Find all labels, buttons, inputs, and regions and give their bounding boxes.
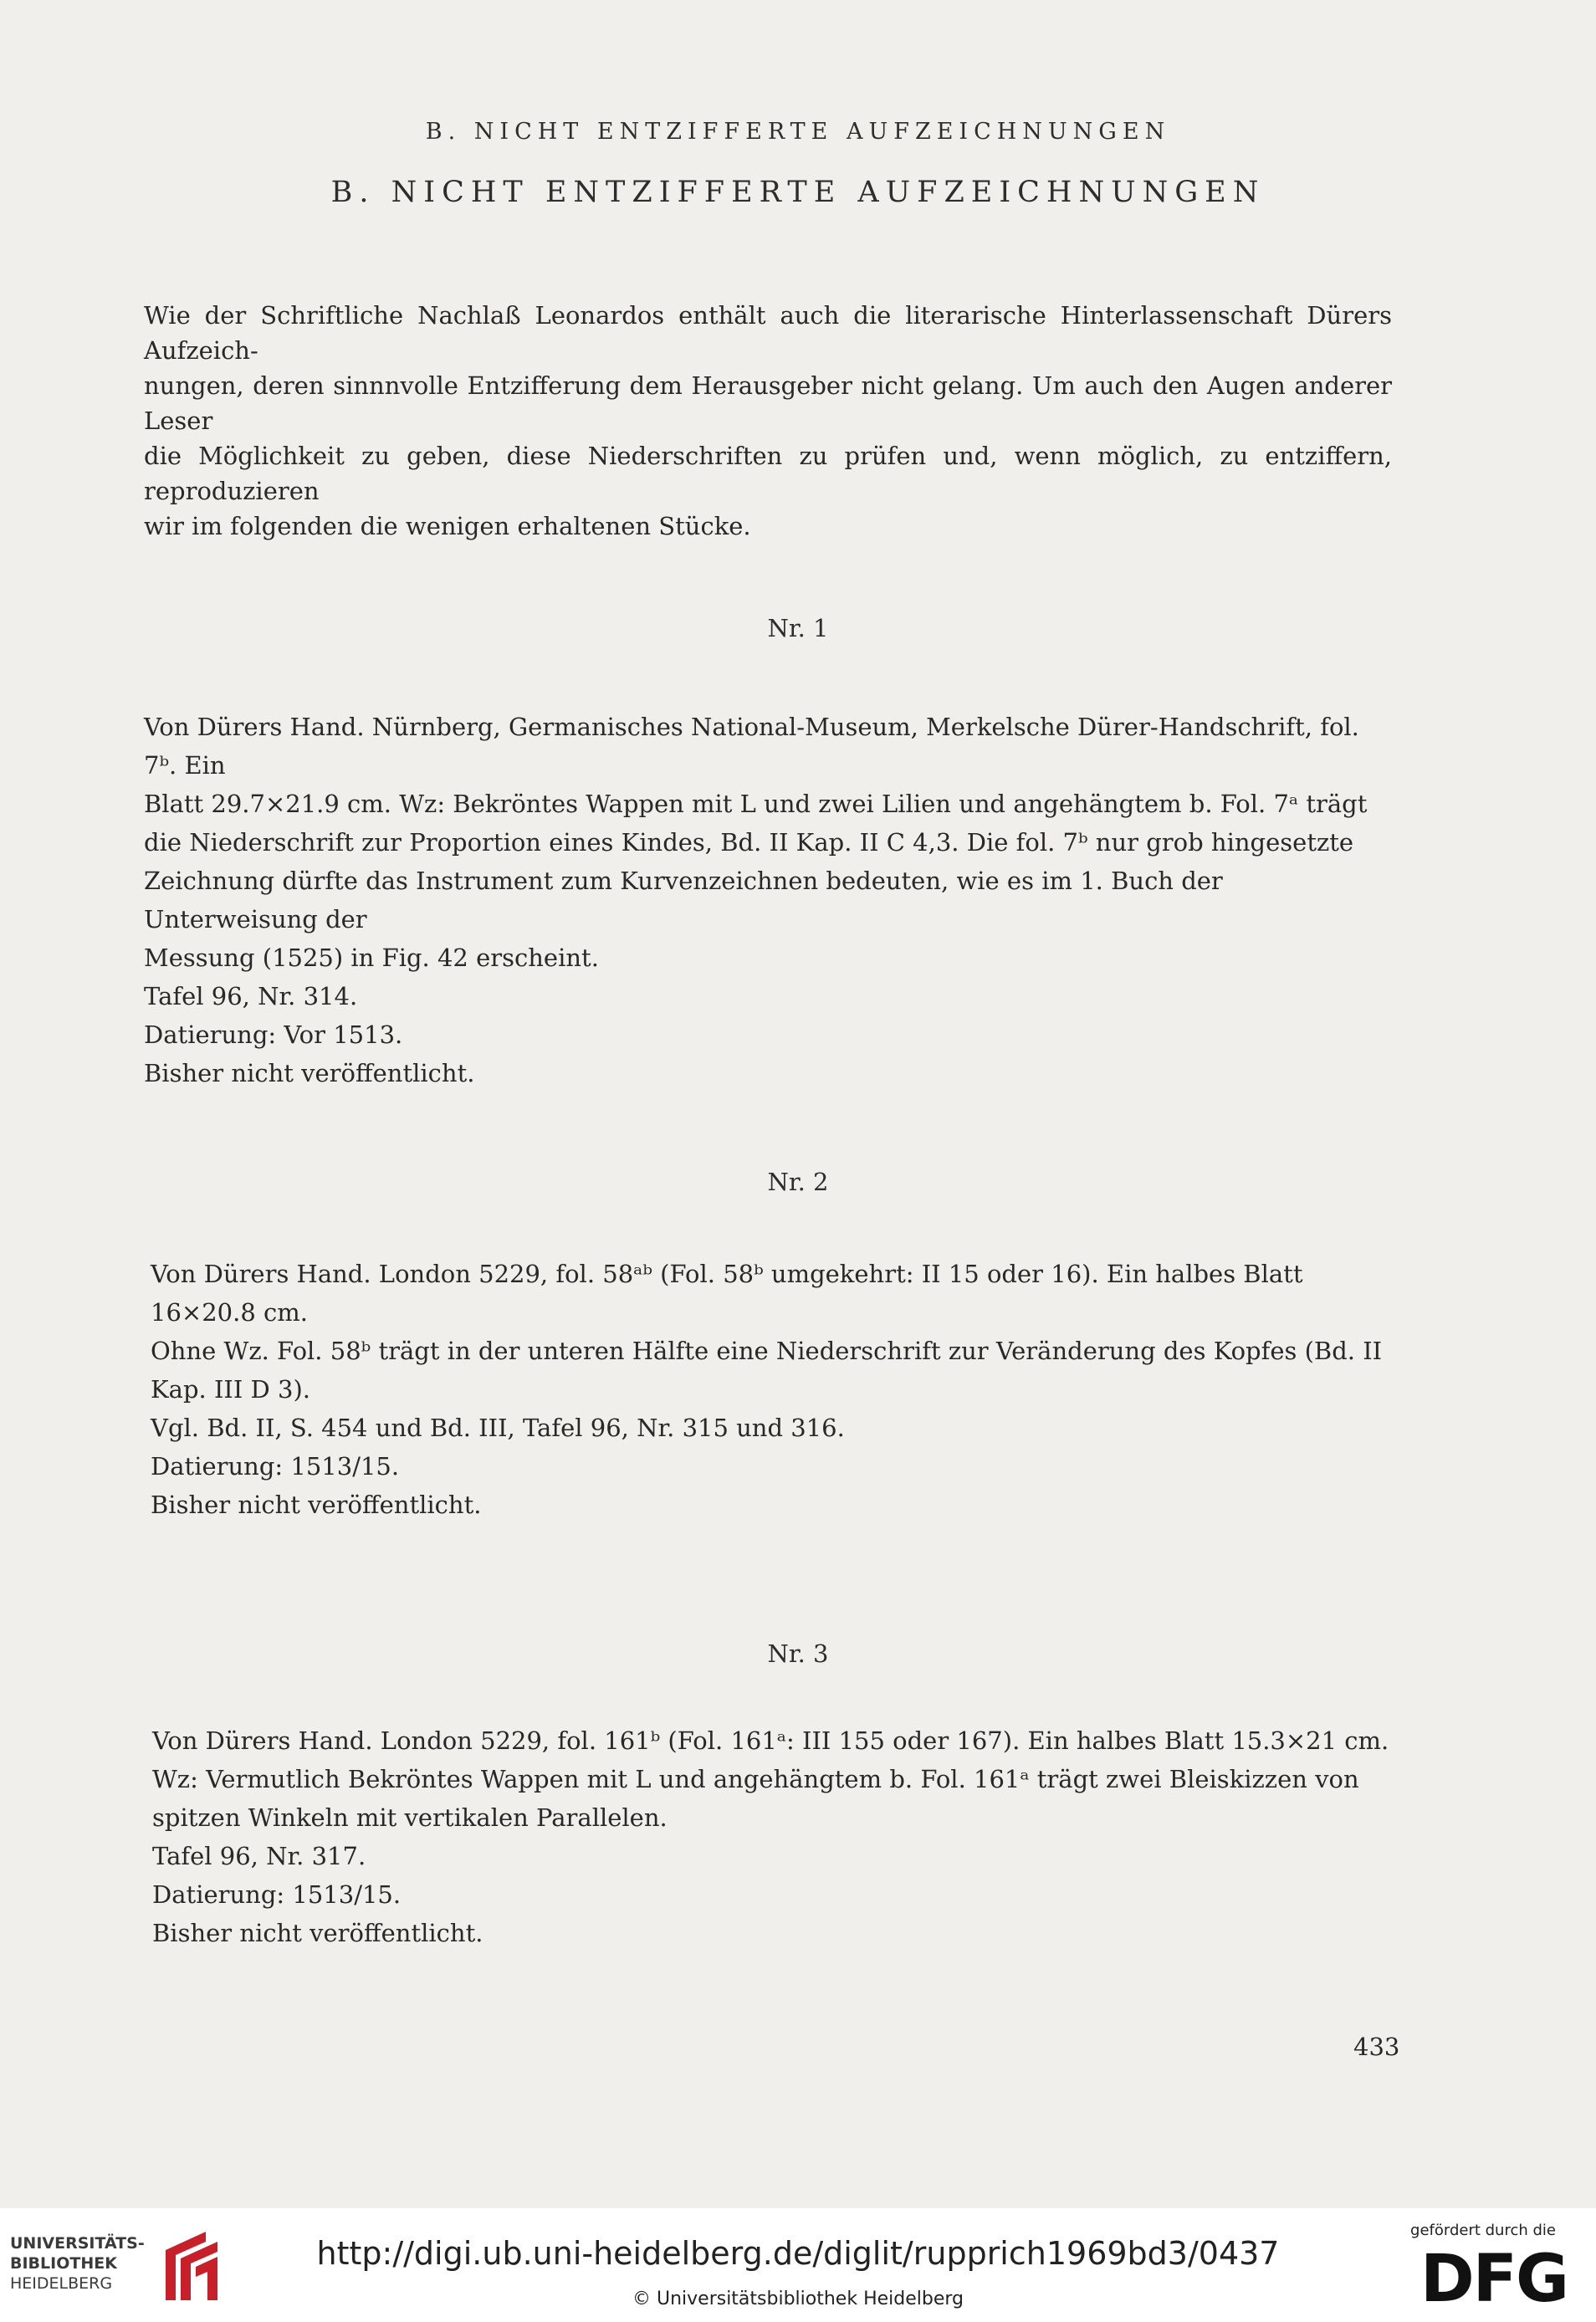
text-line: Wie der Schriftliche Nachlaß Leonardos enthält auch die literarische Hinterlassenschaft Dürers Aufzeich- bbox=[144, 301, 1392, 365]
text-line: Bisher nicht veröffentlicht. bbox=[152, 1919, 483, 1947]
footer-bar bbox=[0, 2208, 1596, 2322]
entry-body-nr3 bbox=[152, 1721, 1400, 1952]
entry-body-nr2 bbox=[151, 1255, 1399, 1524]
text-line: Wz: Vermutlich Bekröntes Wappen mit L und angehängtem b. Fol. 161ᵃ trägt zwei Bleiskizzen von bbox=[152, 1765, 1359, 1793]
text-line: Vgl. Bd. II, S. 454 und Bd. III, Tafel 96, Nr. 315 und 316. bbox=[151, 1414, 845, 1442]
text-line: Datierung: 1513/15. bbox=[151, 1452, 400, 1481]
text-line: Von Dürers Hand. Nürnberg, Germanisches National-Museum, Merkelsche Dürer-Handschrift, fol. 7ᵇ. Ein bbox=[144, 713, 1359, 780]
text-line: Von Dürers Hand. London 5229, fol. 58ᵃᵇ (Fol. 58ᵇ umgekehrt: II 15 oder 16). Ein halbes Blatt 16×20.8 cm. bbox=[151, 1260, 1303, 1327]
text-line: Zeichnung dürfte das Instrument zum Kurvenzeichnen bedeuten, wie es im 1. Buch der Unterweisung der bbox=[144, 867, 1223, 933]
entry-body-nr1 bbox=[144, 708, 1392, 1092]
text-line: nungen, deren sinnnvolle Entzifferung dem Herausgeber nicht gelang. Um auch den Augen anderer Leser bbox=[144, 371, 1392, 435]
text-line: Bisher nicht veröffentlicht. bbox=[151, 1491, 482, 1519]
text-line: Von Dürers Hand. London 5229, fol. 161ᵇ (Fol. 161ᵃ: III 155 oder 167). Ein halbes Blatt 15.3×21 cm. bbox=[152, 1726, 1389, 1755]
section-title: B. NICHT ENTZIFFERTE AUFZEICHNUNGEN bbox=[330, 176, 1266, 209]
text-line: spitzen Winkeln mit vertikalen Parallelen. bbox=[152, 1803, 668, 1832]
entry-heading-nr3: Nr. 3 bbox=[767, 1639, 829, 1668]
entry-heading-nr2: Nr. 2 bbox=[767, 1168, 829, 1196]
intro-paragraph bbox=[144, 298, 1392, 544]
text-line: die Niederschrift zur Proportion eines Kindes, Bd. II Kap. II C 4,3. Die fol. 7ᵇ nur grob hingesetzte bbox=[144, 828, 1354, 857]
text-line: Tafel 96, Nr. 317. bbox=[152, 1842, 366, 1870]
text-line: Messung (1525) in Fig. 42 erscheint. bbox=[144, 944, 599, 972]
entry-heading-nr1: Nr. 1 bbox=[767, 614, 829, 642]
text-line: Bisher nicht veröffentlicht. bbox=[144, 1059, 475, 1087]
funding-caption: gefördert durch die bbox=[1410, 2222, 1556, 2239]
text-line: Blatt 29.7×21.9 cm. Wz: Bekröntes Wappen mit L und zwei Lilien und angehängtem b. Fol. 7ᵃ trägt bbox=[144, 790, 1368, 818]
source-url[interactable]: http://digi.ub.uni-heidelberg.de/diglit/rupprich1969bd3/0437 bbox=[316, 2235, 1280, 2272]
text-line: Tafel 96, Nr. 314. bbox=[144, 982, 358, 1010]
text-line: Datierung: Vor 1513. bbox=[144, 1020, 403, 1049]
text-line: Kap. III D 3). bbox=[151, 1375, 310, 1404]
library-name-line1: UNIVERSITÄTS- bbox=[10, 2234, 145, 2253]
text-line: Ohne Wz. Fol. 58ᵇ trägt in der unteren Hälfte eine Niederschrift zur Veränderung des Kopfes (Bd. II bbox=[151, 1337, 1383, 1365]
copyright-notice: © Universitätsbibliothek Heidelberg bbox=[632, 2289, 964, 2309]
page-number: 433 bbox=[1353, 2033, 1400, 2061]
running-head: B. NICHT ENTZIFFERTE AUFZEICHNUNGEN bbox=[425, 119, 1171, 145]
text-line: die Möglichkeit zu geben, diese Niederschriften zu prüfen und, wenn möglich, zu entziffern, reproduzieren bbox=[144, 442, 1392, 505]
text-line: wir im folgenden die wenigen erhaltenen Stücke. bbox=[144, 512, 751, 540]
library-name-line2: BIBLIOTHEK bbox=[10, 2254, 117, 2273]
dfg-logo: DFG bbox=[1420, 2242, 1568, 2317]
library-name-line3: HEIDELBERG bbox=[10, 2274, 113, 2293]
text-line: Datierung: 1513/15. bbox=[152, 1880, 402, 1909]
